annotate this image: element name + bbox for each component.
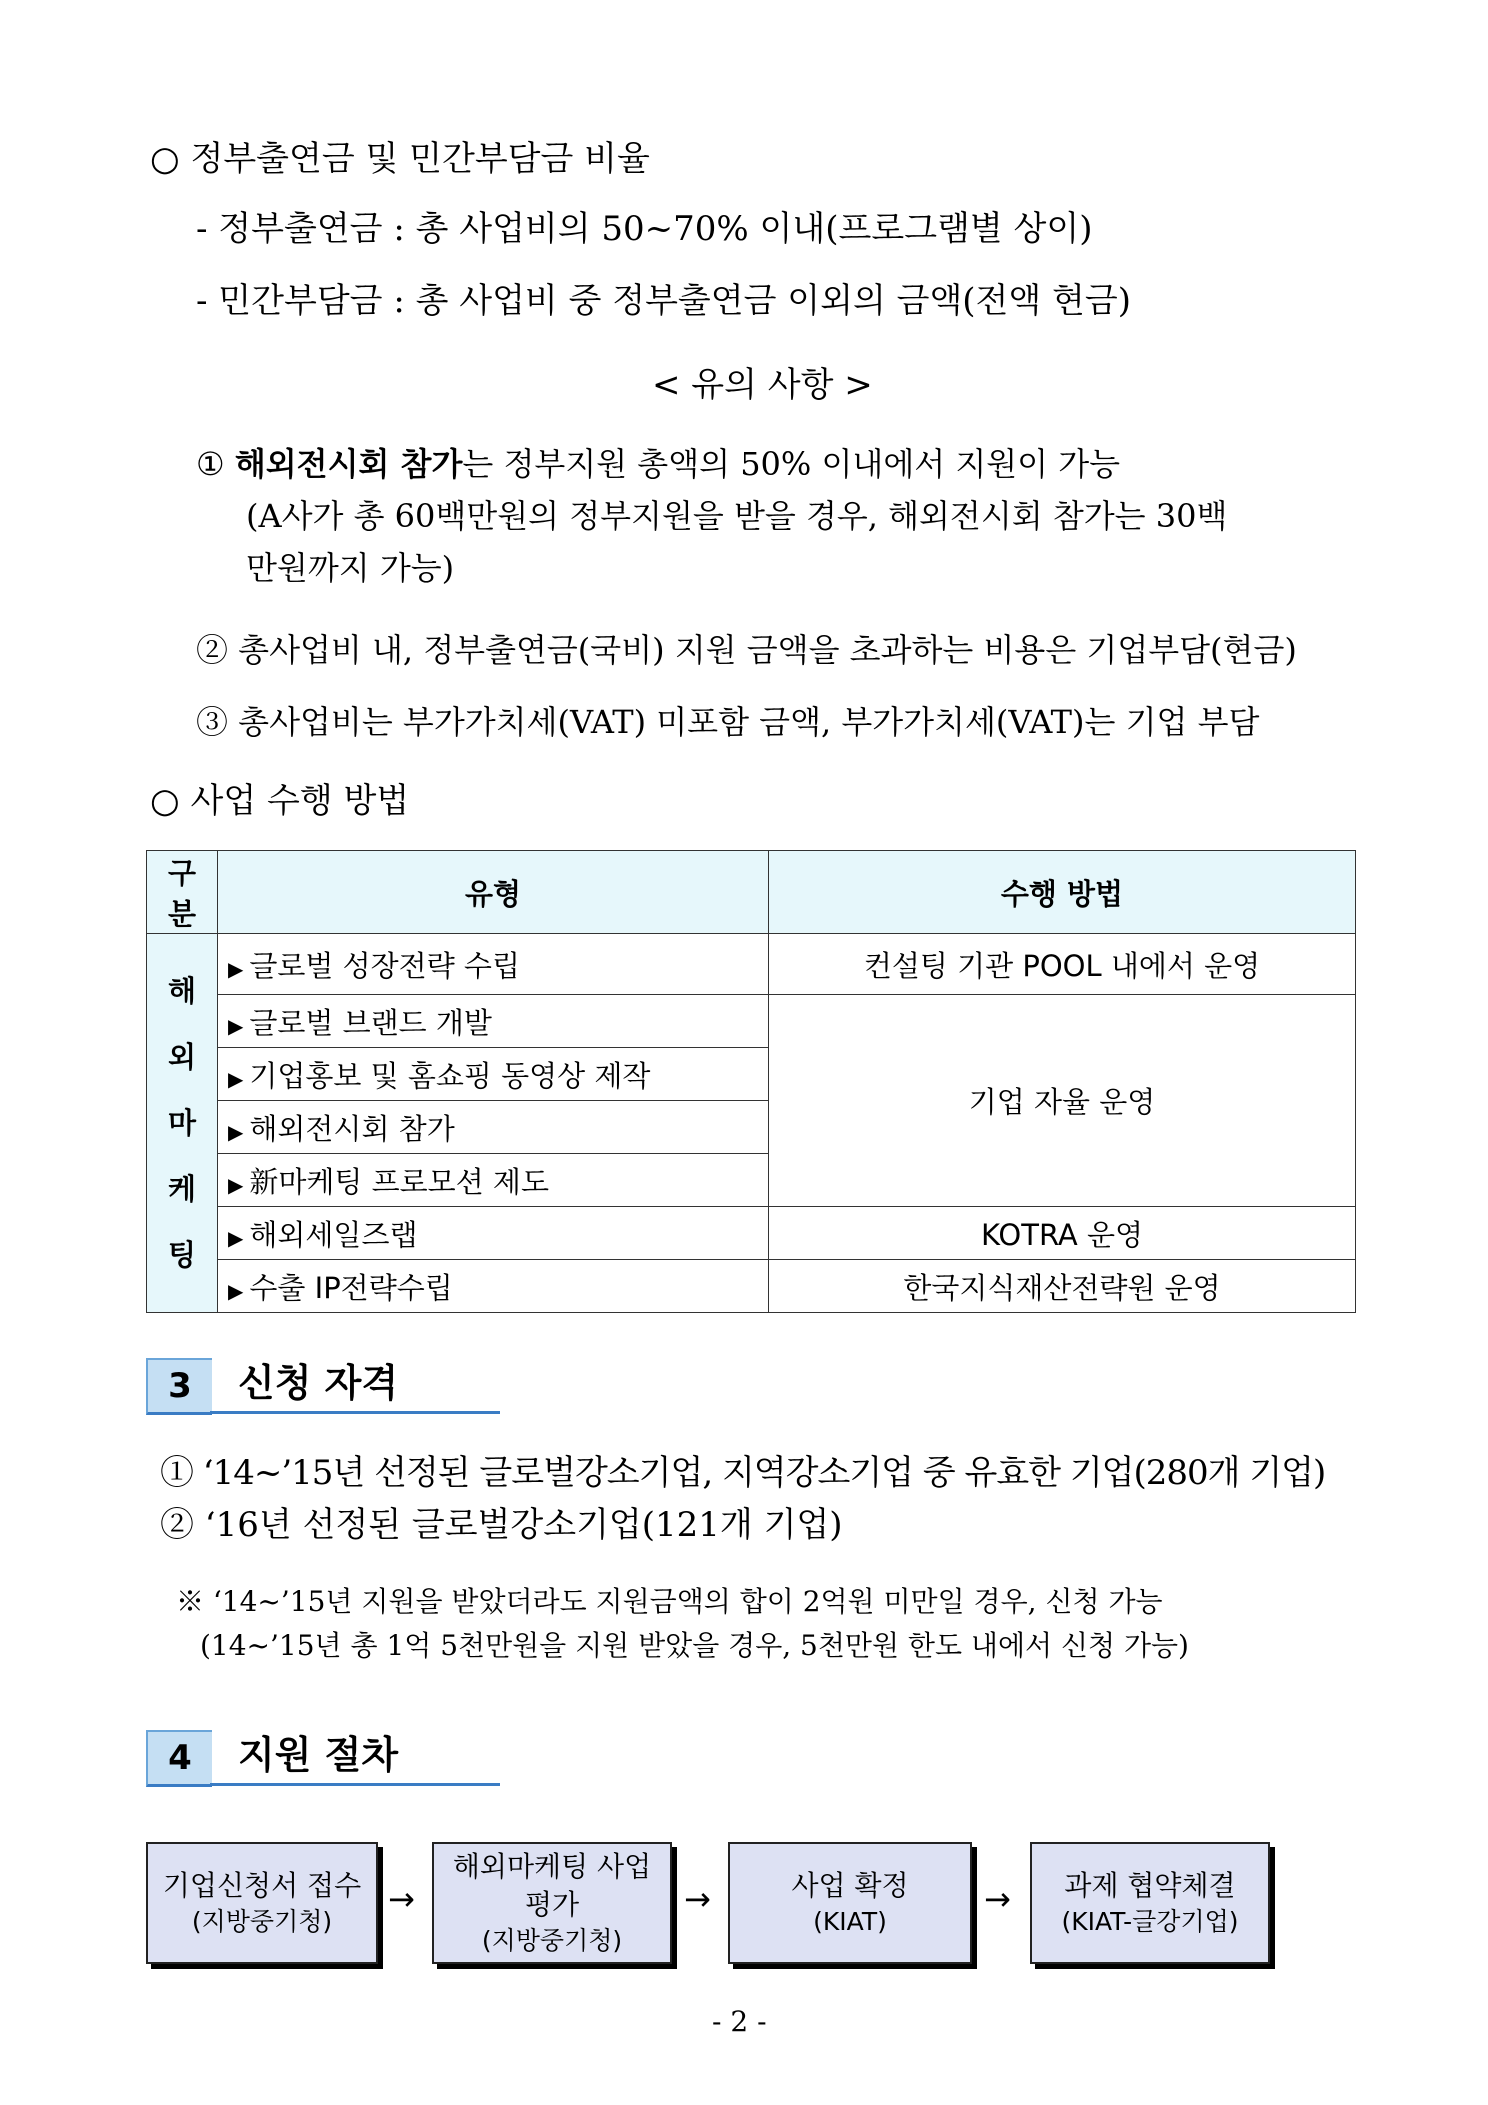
- step-title-cont: 평가: [524, 1888, 580, 1921]
- type-cell: [218, 1048, 769, 1101]
- category-char: 마: [167, 1106, 196, 1140]
- step-title: 기업신청서 접수: [162, 1869, 362, 1902]
- arrow-right-icon: →: [684, 1880, 711, 1918]
- eligibility-note-2: (14~’15년 총 1억 5천만원을 지원 받았을 경우, 5천만원 한도 내에서 신청 가능): [200, 1629, 1189, 1662]
- table-row: [147, 1260, 1356, 1313]
- type-label: 해외전시회 참가: [249, 1111, 455, 1146]
- step-agency: (지방중기청): [481, 1926, 623, 1955]
- type-label: 글로벌 성장전략 수립: [249, 948, 520, 983]
- category-char: 해: [167, 974, 196, 1008]
- note-1-line3: 만원까지 가능): [246, 549, 455, 587]
- triangle-bullet-icon: ▶: [228, 1119, 244, 1144]
- category-cell: [147, 934, 218, 1313]
- section-underline: [210, 1783, 500, 1786]
- section-4-header: [146, 1730, 506, 1784]
- section-title: 신청 자격: [238, 1361, 399, 1405]
- arrow-right-icon: →: [388, 1880, 415, 1918]
- process-step-1: [146, 1842, 378, 1964]
- type-cell: [218, 1260, 769, 1313]
- step-agency: (KIAT-글강기업): [1061, 1907, 1239, 1936]
- section-number: 4: [146, 1730, 212, 1787]
- type-cell: [218, 995, 769, 1048]
- type-label: 해외세일즈랩: [249, 1217, 418, 1252]
- method-table: [146, 850, 1356, 1313]
- eligibility-item-1: ① ‘14~’15년 선정된 글로벌강소기업, 지역강소기업 중 유효한 기업(280개 기업): [160, 1453, 1326, 1493]
- triangle-bullet-icon: ▶: [228, 956, 244, 981]
- note-2: ② 총사업비 내, 정부출연금(국비) 지원 금액을 초과하는 비용은 기업부담(현금): [196, 631, 1297, 669]
- triangle-bullet-icon: ▶: [228, 1278, 244, 1303]
- step-title: 사업 확정: [791, 1869, 909, 1902]
- table-row: [147, 934, 1356, 995]
- note-1: [196, 444, 1120, 484]
- table-header-row: [147, 851, 1356, 934]
- type-label: 글로벌 브랜드 개발: [249, 1005, 492, 1040]
- header-type: 유형: [218, 851, 769, 934]
- category-char: 팅: [167, 1238, 196, 1272]
- type-label: 기업홍보 및 홈쇼핑 동영상 제작: [249, 1058, 651, 1093]
- step-agency: (KIAT): [813, 1907, 887, 1936]
- type-label: 新마케팅 프로모션 제도: [249, 1164, 549, 1199]
- type-label: 수출 IP전략수립: [249, 1270, 453, 1305]
- triangle-bullet-icon: ▶: [228, 1013, 244, 1038]
- ratio-gov: - 정부출연금 : 총 사업비의 50~70% 이내(프로그램별 상이): [196, 209, 1093, 249]
- method-cell: 컨설팅 기관 POOL 내에서 운영: [769, 934, 1356, 995]
- type-cell: [218, 1154, 769, 1207]
- triangle-bullet-icon: ▶: [228, 1225, 244, 1250]
- method-cell: 기업 자율 운영: [769, 995, 1356, 1207]
- type-cell: [218, 1207, 769, 1260]
- arrow-right-icon: →: [984, 1880, 1011, 1918]
- section-title: 지원 절차: [238, 1733, 399, 1777]
- header-category: 구분: [147, 851, 218, 934]
- step-agency: (지방중기청): [191, 1907, 333, 1936]
- triangle-bullet-icon: ▶: [228, 1066, 244, 1091]
- header-method: 수행 방법: [769, 851, 1356, 934]
- table-row: [147, 995, 1356, 1048]
- note-1-rest: 는 정부지원 총액의 50% 이내에서 지원이 가능: [462, 445, 1121, 483]
- triangle-bullet-icon: ▶: [228, 1172, 244, 1197]
- note-1-line2: (A사가 총 60백만원의 정부지원을 받을 경우, 해외전시회 참가는 30백: [246, 497, 1228, 535]
- step-title: 해외마케팅 사업: [452, 1850, 652, 1883]
- method-heading: ○ 사업 수행 방법: [150, 781, 410, 821]
- section-number: 3: [146, 1358, 212, 1415]
- page-number: - 2 -: [712, 2005, 767, 2038]
- ratio-private: - 민간부담금 : 총 사업비 중 정부출연금 이외의 금액(전액 현금): [196, 281, 1131, 321]
- category-char: 케: [167, 1172, 196, 1206]
- note-1-bold: 해외전시회 참가: [234, 445, 463, 483]
- eligibility-note-1: ※ ‘14~’15년 지원을 받았더라도 지원금액의 합이 2억원 미만일 경우, 신청 가능: [176, 1585, 1163, 1618]
- type-cell: [218, 1101, 769, 1154]
- table-row: [147, 1207, 1356, 1260]
- eligibility-item-2: ② ‘16년 선정된 글로벌강소기업(121개 기업): [160, 1505, 843, 1545]
- method-cell: KOTRA 운영: [769, 1207, 1356, 1260]
- note-3: ③ 총사업비는 부가가치세(VAT) 미포함 금액, 부가가치세(VAT)는 기업 부담: [196, 703, 1260, 741]
- note-1-marker: ①: [196, 445, 225, 483]
- method-cell: 한국지식재산전략원 운영: [769, 1260, 1356, 1313]
- process-step-2: [432, 1842, 672, 1964]
- process-step-4: [1030, 1842, 1270, 1964]
- process-step-3: [728, 1842, 972, 1964]
- section-3-header: [146, 1358, 506, 1412]
- ratio-heading: ○ 정부출연금 및 민간부담금 비율: [150, 139, 650, 179]
- section-underline: [210, 1411, 500, 1414]
- notes-title: < 유의 사항 >: [652, 365, 873, 405]
- step-title: 과제 협약체결: [1064, 1869, 1236, 1902]
- type-cell: [218, 934, 769, 995]
- category-char: 외: [167, 1040, 196, 1074]
